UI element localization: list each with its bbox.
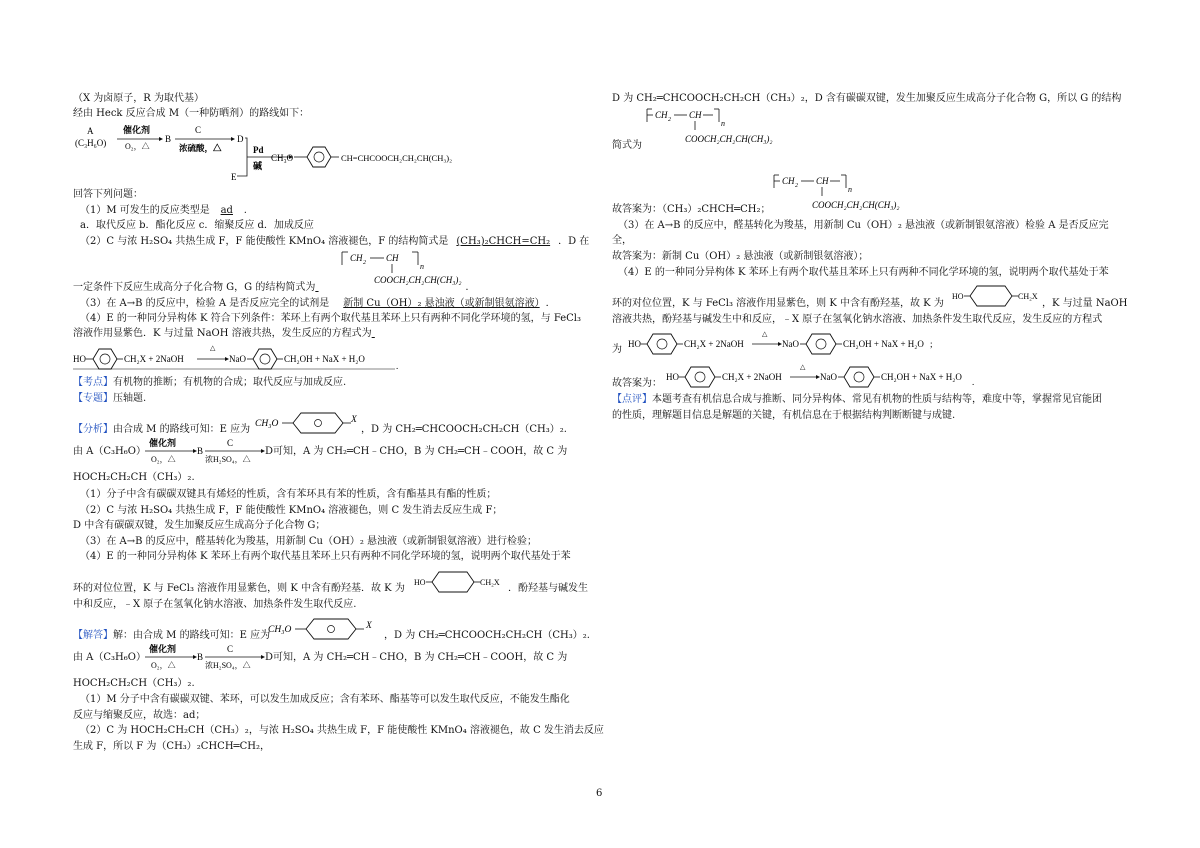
svg-text:X: X [351, 415, 357, 425]
svg-text:HO: HO [414, 578, 426, 587]
svg-text:催化剂: 催化剂 [149, 644, 177, 654]
questions-heading: 回答下列问题： [73, 189, 143, 200]
question-2b: 一定条件下反应生成高分子化合物 G，G 的结构简式为 . [73, 282, 469, 293]
svg-text:△: △ [762, 330, 768, 338]
svg-text:CH: CH [689, 110, 702, 120]
fenxi-line9b: ．酚羟基与碱发生 [508, 583, 588, 594]
right-line2: 简式为 [612, 140, 642, 151]
jieda-line4: （1）M 分子中含有碳碳双键、苯环，可以发生加成反应；含有苯环、酯基等可以发生取代反应，不能发生酯化 [80, 694, 570, 705]
kaodian: 【考点】有机物的推断；有机物的合成；取代反应与加成反应. [73, 377, 347, 388]
fenxi-line2a: 由 A（C₃H₆O） [73, 446, 146, 457]
question-1-options: a．取代反应 b．酯化反应 c．缩聚反应 d．加成反应 [80, 220, 314, 231]
svg-text:O₂，△: O₂，△ [151, 661, 176, 670]
svg-text:COOCH₂CH₂CH(CH₃)₂: COOCH₂CH₂CH(CH₃)₂ [685, 134, 773, 144]
route-a-formula: (C₃H₆O) [75, 138, 107, 148]
right-line8a: 环的对位位置，K 与 FeCl₃ 溶液作用显紫色，则 K 中含有酚羟基，故 K 为 [612, 298, 944, 309]
jieda-line2b: D可知，A 为 CH₂═CH﹣CHO，B 为 CH₂═CH﹣COOH，故 C 为 [265, 652, 568, 663]
svg-text:HO: HO [628, 339, 641, 349]
right-line7: （4）E 的一种同分异构体 K 苯环上有两个取代基且苯环上只有两种不同化学环境的氢，说明两个取代基处于苯 [618, 267, 1109, 278]
svg-text:2: 2 [795, 183, 798, 189]
benzene-ring-icon [432, 572, 474, 592]
svg-text:C: C [227, 438, 234, 448]
route-m-left: CH₃O [271, 153, 294, 163]
svg-text:HO: HO [952, 292, 964, 301]
fenxi-line2b: D可知，A 为 CH₂═CH﹣CHO，B 为 CH₂═CH﹣COOH，故 C 为 [265, 446, 568, 457]
e-structure-2 [268, 616, 380, 642]
route-d: D [237, 134, 244, 144]
benzene-ring-icon [306, 619, 356, 639]
benzene-ring-icon [647, 334, 677, 354]
e-structure-1 [255, 410, 365, 436]
route-cat: 催化剂 [123, 125, 151, 135]
svg-text:B: B [197, 652, 204, 662]
polymer-side: COOCH₂CH₂CH(CH₃)₂ [374, 275, 462, 285]
svg-text:.: . [396, 361, 399, 371]
route-c: C [195, 125, 202, 135]
svg-text:2: 2 [668, 117, 671, 123]
svg-text:CH₂X + 2NaOH: CH₂X + 2NaOH [124, 354, 184, 364]
svg-text:COOCH₂CH₂CH(CH₃)₂: COOCH₂CH₂CH(CH₃)₂ [812, 200, 900, 210]
k-structure-2 [952, 282, 1052, 310]
svg-text:CH₂OH + NaX + H₂O: CH₂OH + NaX + H₂O [843, 339, 924, 349]
jieda-line3: HOCH₂CH₂CH（CH₃）₂. [73, 678, 195, 689]
route-pd: Pd [253, 145, 264, 155]
svg-text:n: n [848, 185, 852, 194]
benzene-ring-icon [93, 349, 117, 369]
fenxi-line4: （1）分子中含有碳碳双键具有烯烃的性质，含有苯环具有苯的性质，含有酯基具有酯的性质； [80, 489, 497, 500]
benzene-ring-icon [685, 367, 715, 387]
dianping-line1: 【点评】本题考查有机信息合成与推断、同分异构体、常见有机物的性质与结构等，难度中等，掌握常见官能团 [612, 394, 1102, 405]
question-1: （1）M 可发生的反应类型是 ad . [80, 205, 247, 216]
svg-text:CH: CH [816, 176, 829, 186]
right-line9: 溶液共热，酚羟基与碱发生中和反应，﹣X 原子在氢氧化钠水溶液、加热条件发生取代反应，发生反应的方程式 [612, 314, 1103, 325]
svg-text:浓H₂SO₄，△: 浓H₂SO₄，△ [205, 661, 251, 670]
svg-text:2: 2 [363, 260, 366, 266]
reaction-arrows-2 [145, 642, 265, 672]
svg-text:CH: CH [386, 253, 399, 263]
svg-text:NaO: NaO [782, 339, 799, 349]
right-line11: 故答案为： [612, 378, 662, 389]
right-line1: D 为 CH₂═CHCOOCH₂CH₂CH（CH₃）₂，D 含有碳碳双键，发生加聚反应生成高分子化合物 G，所以 G 的结构 [612, 93, 1122, 104]
right-line6: 故答案为：新制 Cu（OH）₂ 悬浊液（或新制银氨溶液）； [612, 251, 869, 262]
benzene-ring-icon [806, 334, 836, 354]
svg-text:CH₂X: CH₂X [1018, 292, 1038, 301]
equation-r2 [666, 363, 986, 391]
question-4a: （4）E 的一种同分异构体 K 符合下列条件：苯环上有两个取代基且苯环上只有两种不同化学环境的氢，与 FeCl₃ [80, 313, 582, 324]
jieda-line7: 生成 F，所以 F 为（CH₃）₂CHCH═CH₂， [73, 741, 270, 752]
page-number: 6 [596, 788, 603, 799]
fenxi-line1: 【分析】由合成 M 的路线可知：E 应为 [73, 424, 251, 435]
svg-text:CH₂X: CH₂X [480, 578, 500, 587]
k-structure-1 [414, 568, 514, 596]
jieda-line1b: ，D 为 CH₂═CHCOOCH₂CH₂CH（CH₃）₂. [384, 630, 590, 641]
dianping-line2: 的性质，理解题目信息是解题的关键，有机信息在于根据结构判断断键与成键. [612, 410, 956, 421]
route-h2so4: 浓硫酸，△ [179, 143, 222, 153]
svg-text:CH₂X + 2NaOH: CH₂X + 2NaOH [684, 339, 744, 349]
polymer-g-structure-r1 [643, 106, 803, 148]
svg-text:B: B [197, 446, 204, 456]
svg-text:催化剂: 催化剂 [149, 438, 177, 448]
svg-text:浓H₂SO₄，△: 浓H₂SO₄，△ [205, 455, 251, 464]
fenxi-line7: （3）在 A→B 的反应中，醛基转化为羧基，用新制 Cu（OH）₂ 悬浊液（或新制银氨溶液）进行检验； [80, 536, 538, 547]
svg-text:CH: CH [782, 176, 795, 186]
svg-text:O₂，△: O₂，△ [151, 455, 176, 464]
svg-text:CH₂OH + NaX + H₂O: CH₂OH + NaX + H₂O [284, 354, 365, 364]
right-line10a: 为 [612, 344, 622, 355]
benzene-ring-icon [844, 367, 874, 387]
route-e: E [231, 172, 237, 182]
answer-2: (CH₃)₂CHCH=CH₂ [456, 236, 551, 247]
svg-text:CH: CH [655, 110, 668, 120]
benzene-ring-icon [293, 413, 343, 433]
jieda-line5: 反应与缩聚反应，故选：ad； [73, 710, 206, 721]
polymer-n: n [420, 262, 424, 271]
right-line4: （3）在 A→B 的反应中，醛基转化为羧基，用新制 Cu（OH）₂ 悬浊液（或新制银氨溶液）检验 A 是否反应完 [618, 220, 1109, 231]
fenxi-line8: （4）E 的一种同分异构体 K 苯环上有两个取代基且苯环上只有两种不同化学环境的氢，说明两个取代基处于苯 [80, 551, 571, 562]
svg-text:HO: HO [666, 372, 679, 382]
line-heck-route: 经由 Heck 反应合成 M（一种防晒剂）的路线如下： [73, 108, 310, 119]
answer-3: 新制 Cu（OH）₂ 悬浊液（或新制银氨溶液） [343, 298, 540, 309]
svg-text:X: X [366, 621, 372, 631]
svg-text:△: △ [800, 363, 806, 371]
synthesis-route-diagram [73, 124, 513, 186]
equation-r1 [628, 330, 938, 358]
benzene-ring-icon [970, 286, 1012, 306]
route-base: 碱 [253, 161, 263, 171]
svg-text:NaO: NaO [229, 354, 246, 364]
svg-text:△: △ [210, 344, 216, 352]
svg-text:NaO: NaO [820, 372, 837, 382]
question-3: （3）在 A→B 的反应中，检验 A 是否反应完全的试剂是 新制 Cu（OH）₂ 悬浊液（或新制银氨溶液） ． [80, 298, 556, 309]
benzene-ring-icon [253, 349, 277, 369]
zhuanti: 【专题】压轴题. [73, 393, 147, 404]
fenxi-line9a: 环的对位位置，K 与 FeCl₃ 溶液作用显紫色，则 K 中含有酚羟基．故 K 为 [73, 583, 405, 594]
route-o2: O₂，△ [125, 142, 150, 151]
svg-text:CH₂X + 2NaOH: CH₂X + 2NaOH [722, 372, 782, 382]
right-line5: 全， [612, 235, 632, 246]
right-line3: 故答案为：（CH₃）₂CHCH═CH₂； [612, 204, 771, 215]
svg-text:C: C [227, 644, 234, 654]
benzene-ring-icon [307, 147, 331, 167]
svg-text:;: ; [930, 339, 933, 349]
jieda-line1: 【解答】解：由合成 M 的路线可知：E 应为 [73, 630, 271, 641]
question-4b: 溶液作用显紫色．K 与过量 NaOH 溶液共热，发生反应的方程式为 [73, 328, 372, 339]
svg-text:CH₃O: CH₃O [268, 625, 292, 635]
fenxi-line5: （2）C 与浓 H₂SO₄ 共热生成 F，F 能使酸性 KMnO₄ 溶液褪色，则 C 发生消去反应生成 F； [80, 505, 503, 516]
equation-answer-4 [73, 342, 403, 370]
polymer-g-structure-r2 [770, 172, 940, 214]
answer-1: ad [220, 205, 233, 216]
svg-text:HO: HO [73, 354, 86, 364]
jieda-line2a: 由 A（C₃H₆O） [73, 652, 146, 663]
route-b: B [165, 134, 172, 144]
svg-text:.: . [972, 377, 975, 387]
jieda-line6: （2）C 为 HOCH₂CH₂CH（CH₃）₂，与浓 H₂SO₄ 共热生成 F，F 能使酸性 KMnO₄ 溶液褪色，故 C 发生消去反应 [80, 725, 604, 736]
route-a: A [87, 126, 94, 136]
svg-text:CH₂OH + NaX + H₂O: CH₂OH + NaX + H₂O [881, 372, 962, 382]
question-2: （2）C 与浓 H₂SO₄ 共热生成 F，F 能使酸性 KMnO₄ 溶液褪色，F 的结构简式是 (CH₃)₂CHCH=CH₂ ．D 在 [80, 236, 590, 247]
route-m-right: CH=CHCOOCH₂CH₂CH(CH₃)₂ [341, 153, 453, 163]
fenxi-line10: 中和反应，﹣X 原子在氢氧化钠水溶液、加热条件发生取代反应. [73, 599, 357, 610]
fenxi-line1b: ，D 为 CH₂═CHCOOCH₂CH₂CH（CH₃）₂. [361, 424, 567, 435]
svg-text:CH₃O: CH₃O [255, 419, 279, 429]
right-line8b: ，K 与过量 NaOH [1042, 298, 1128, 309]
svg-text:n: n [721, 119, 725, 128]
line-x-halogen: （X 为卤原子，R 为取代基） [73, 93, 205, 104]
fenxi-line6: D 中含有碳碳双键，发生加聚反应生成高分子化合物 G； [73, 520, 326, 531]
fenxi-line3: HOCH₂CH₂CH（CH₃）₂. [73, 472, 195, 483]
svg-text:CH: CH [350, 253, 363, 263]
reaction-arrows-1 [145, 436, 265, 466]
